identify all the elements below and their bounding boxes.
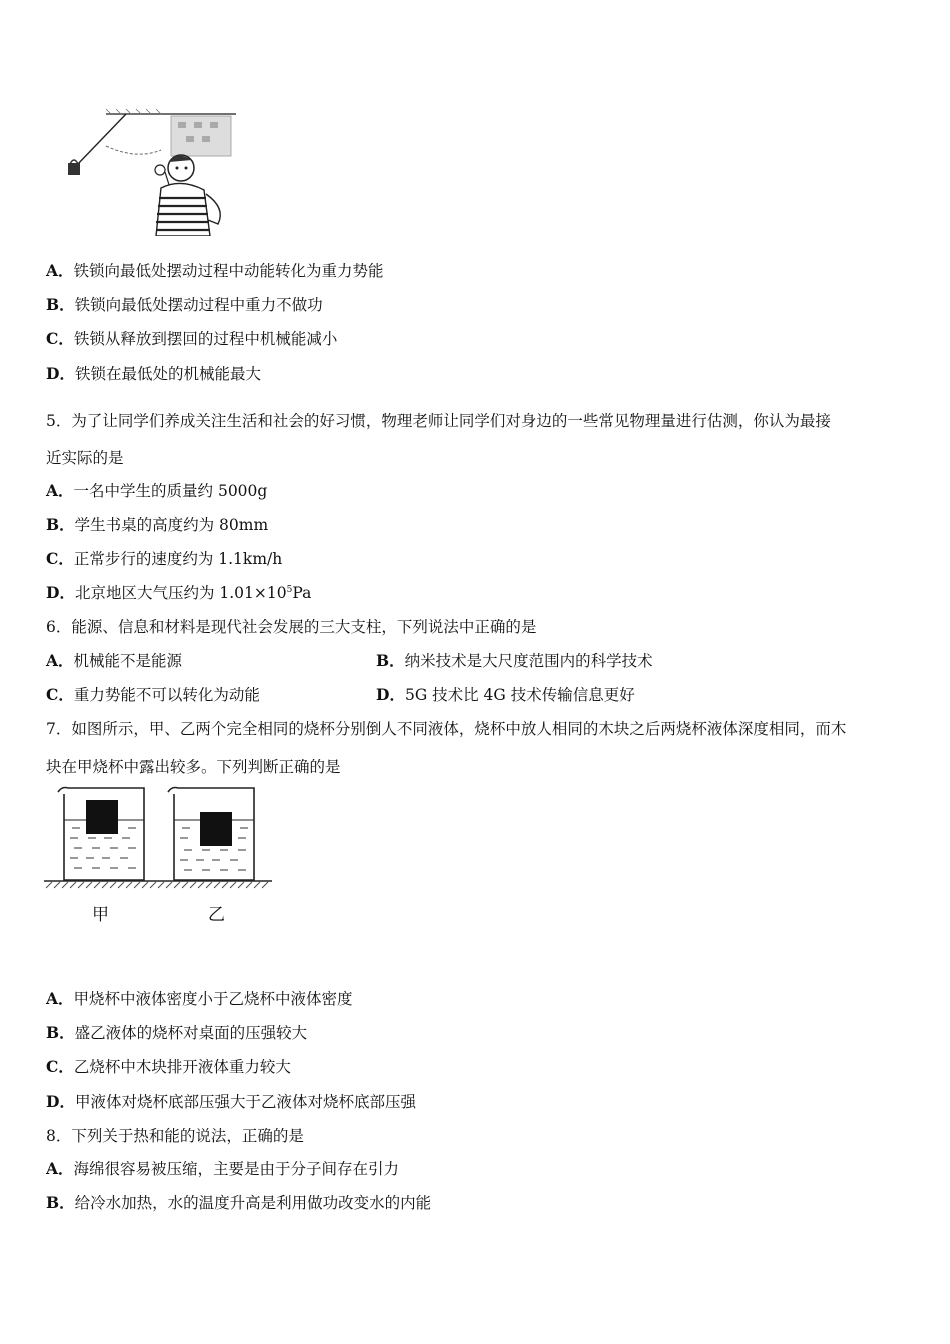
option-letter: B． <box>46 1023 75 1042</box>
q7-option-c[interactable] <box>46 1057 291 1077</box>
option-text: 重力势能不可以转化为动能 <box>73 686 260 704</box>
option-text: 盛乙液体的烧杯对桌面的压强较大 <box>74 1024 308 1042</box>
option-text: 纳米技术是大尺度范围内的科学技术 <box>404 652 653 670</box>
option-text: 甲烧杯中液体密度小于乙烧杯中液体密度 <box>73 990 353 1008</box>
option-letter: C． <box>46 329 74 348</box>
q7-option-b[interactable] <box>46 1023 307 1043</box>
q6-option-c[interactable] <box>46 685 260 705</box>
option-letter: A． <box>46 989 74 1008</box>
option-letter: C． <box>46 549 74 568</box>
option-text: 给冷水加热，水的温度升高是利用做功改变水的内能 <box>74 1194 432 1212</box>
wood-block <box>86 800 118 834</box>
pendulum-figure <box>46 108 246 236</box>
option-letter: B． <box>46 515 75 534</box>
unit: Pa <box>292 584 312 602</box>
q8-option-a[interactable] <box>46 1159 399 1179</box>
q5-stem-line2: 近实际的是 <box>46 449 124 467</box>
option-text: 北京地区大气压约为 1.01×10 <box>74 584 287 602</box>
figure-label-jia: 甲 <box>92 905 109 925</box>
option-text: 一名中学生的质量约 5000g <box>73 482 268 500</box>
q5-option-d[interactable] <box>46 583 311 603</box>
option-text: 学生书桌的高度约为 80mm <box>74 516 269 534</box>
q8-option-b[interactable] <box>46 1193 431 1213</box>
option-letter: B． <box>376 651 405 670</box>
q4-option-a[interactable] <box>46 261 384 281</box>
option-letter: C． <box>46 1057 74 1076</box>
option-letter: B． <box>46 295 75 314</box>
option-letter: C． <box>46 685 74 704</box>
option-letter: D． <box>46 583 75 602</box>
q7-option-d[interactable] <box>46 1092 416 1112</box>
q8-stem: 8．下列关于热和能的说法，正确的是 <box>46 1127 304 1145</box>
option-text: 铁锁向最低处摆动过程中重力不做功 <box>74 296 323 314</box>
q4-option-b[interactable] <box>46 295 323 315</box>
q7-stem-line1: 7．如图所示，甲、乙两个完全相同的烧杯分别倒人不同液体，烧杯中放人相同的木块之后两烧杯液体深度相同，而木 <box>46 720 847 738</box>
q6-stem: 6．能源、信息和材料是现代社会发展的三大支柱，下列说法中正确的是 <box>46 618 537 636</box>
option-text: 甲液体对烧杯底部压强大于乙液体对烧杯底部压强 <box>74 1093 416 1111</box>
figure-label-yi: 乙 <box>208 905 225 925</box>
option-text: 5G 技术比 4G 技术传输信息更好 <box>404 686 635 704</box>
option-letter: A． <box>46 261 74 280</box>
beakers-figure <box>44 780 274 930</box>
beaker-jia <box>58 788 144 881</box>
option-text: 海绵很容易被压缩，主要是由于分子间存在引力 <box>73 1160 400 1178</box>
option-text: 机械能不是能源 <box>73 652 183 670</box>
q5-option-a[interactable] <box>46 481 267 501</box>
option-letter: A． <box>46 481 74 500</box>
option-letter: B． <box>46 1193 75 1212</box>
q5-option-b[interactable] <box>46 515 268 535</box>
option-text: 乙烧杯中木块排开液体重力较大 <box>73 1058 291 1076</box>
q4-option-c[interactable] <box>46 329 337 349</box>
q4-option-d[interactable] <box>46 364 261 384</box>
option-text: 正常步行的速度约为 1.1km/h <box>73 550 283 568</box>
q6-option-b[interactable] <box>376 651 653 671</box>
q7-stem-line2: 块在甲烧杯中露出较多。下列判断正确的是 <box>46 758 341 776</box>
q5-option-c[interactable] <box>46 549 282 569</box>
q6-option-d[interactable] <box>376 685 635 705</box>
option-letter: A． <box>46 1159 74 1178</box>
option-letter: A． <box>46 651 74 670</box>
q6-option-a[interactable] <box>46 651 182 671</box>
wood-block <box>200 812 232 846</box>
q5-stem-line1: 5．为了让同学们养成关注生活和社会的好习惯，物理老师让同学们对身边的一些常见物理量进行估测，你认为最接 <box>46 412 831 430</box>
beaker-yi <box>168 788 254 881</box>
option-letter: D． <box>46 1092 75 1111</box>
option-text: 铁锁向最低处摆动过程中动能转化为重力势能 <box>73 262 384 280</box>
q7-option-a[interactable] <box>46 989 353 1009</box>
option-letter: D． <box>376 685 405 704</box>
option-letter: D． <box>46 364 75 383</box>
option-text: 铁锁从释放到摆回的过程中机械能减小 <box>73 330 338 348</box>
exponent: 5 <box>286 584 293 595</box>
option-text: 铁锁在最低处的机械能最大 <box>74 365 261 383</box>
